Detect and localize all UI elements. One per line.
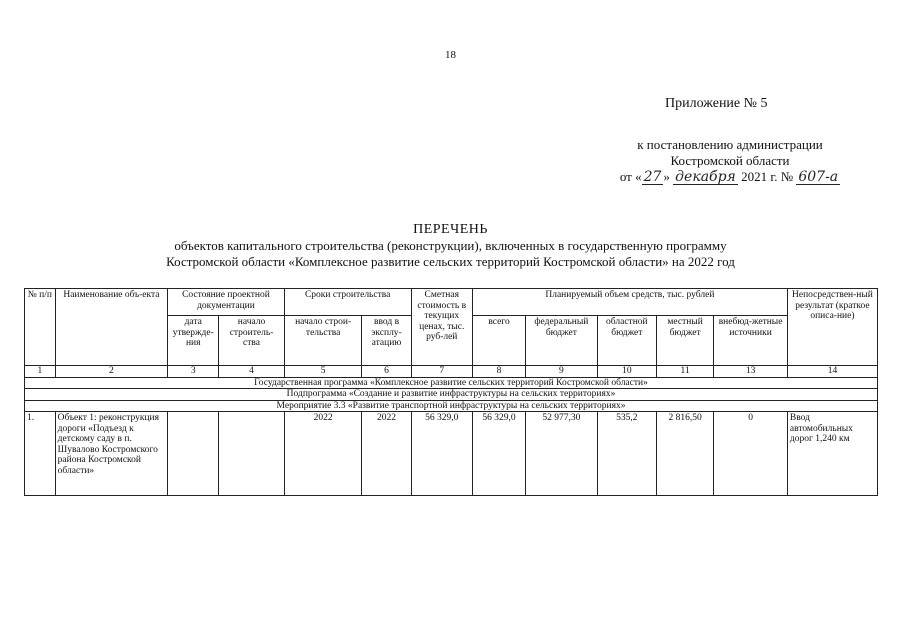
row-approval-date <box>168 412 219 496</box>
decree-day: 27 <box>643 169 662 185</box>
row-start-year: 2022 <box>284 412 362 496</box>
decree-number: 607-а <box>798 169 839 185</box>
header-federal: федеральный бюджет <box>526 316 598 366</box>
program-title: Государственная программа «Комплексное развитие сельских территорий Костромской области» <box>25 377 878 389</box>
header-design-docs: Состояние проектной документации <box>168 289 285 316</box>
header-extrabudget: внебюд-жетные источники <box>714 316 788 366</box>
index-cell: 10 <box>597 366 656 378</box>
subprogram-title: Подпрограмма «Создание и развитие инфраструктуры на сельских территориях» <box>25 389 878 401</box>
objects-table <box>24 288 878 496</box>
row-total: 56 329,0 <box>472 412 525 496</box>
measure-row <box>25 400 878 412</box>
decree-from-label: от « <box>619 169 642 184</box>
header-start: начало строи-тельства <box>284 316 362 366</box>
list-title-line-2: объектов капитального строительства (реконструкции), включенных в государственную программу <box>174 238 727 253</box>
decree-month: декабря <box>675 169 736 185</box>
index-cell: 14 <box>787 366 877 378</box>
index-cell: 2 <box>55 366 168 378</box>
index-cell: 13 <box>714 366 788 378</box>
index-cell: 5 <box>284 366 362 378</box>
decree-line-1: к постановлению администрации <box>637 137 823 152</box>
header-num: № п/п <box>25 289 56 366</box>
list-title <box>0 222 901 270</box>
header-name: Наименование объ-екта <box>55 289 168 366</box>
row-construction-start <box>219 412 284 496</box>
row-estimated-cost: 56 329,0 <box>411 412 472 496</box>
decree-date-line <box>595 169 865 185</box>
index-cell: 3 <box>168 366 219 378</box>
decree-block <box>595 137 865 185</box>
row-result: Ввод автомобильных дорог 1,240 км <box>787 412 877 496</box>
row-local: 2 816,50 <box>656 412 713 496</box>
table-row <box>25 412 878 496</box>
index-cell: 11 <box>656 366 713 378</box>
program-row <box>25 377 878 389</box>
header-approval-date: дата утвержде-ния <box>168 316 219 366</box>
header-construction-start: начало строитель-ства <box>219 316 284 366</box>
decree-line-2: Костромской области <box>670 153 790 168</box>
list-title-heading: ПЕРЕЧЕНЬ <box>413 222 488 237</box>
header-commissioning: ввод в эксплу-атацию <box>362 316 411 366</box>
measure-title: Мероприятие 3.3 «Развитие транспортной инфраструктуры на сельских территориях» <box>25 400 878 412</box>
row-extrabudget: 0 <box>714 412 788 496</box>
index-cell: 6 <box>362 366 411 378</box>
appendix-title: Приложение № 5 <box>665 96 768 111</box>
header-row-1 <box>25 289 878 316</box>
header-estimated-cost: Сметная стоимость в текущих ценах, тыс. руб-лей <box>411 289 472 366</box>
list-title-line-3: Костромской области «Комплексное развитие сельских территорий Костромской области» на 2022 год <box>166 254 735 269</box>
index-cell: 4 <box>219 366 284 378</box>
header-total: всего <box>472 316 525 366</box>
header-planned-funds: Планируемый объем средств, тыс. рублей <box>472 289 787 316</box>
index-row <box>25 366 878 378</box>
header-terms: Сроки строительства <box>284 289 411 316</box>
row-object-name: Объект 1: реконструкция дороги «Подъезд к детскому саду в п. Шувалово Костромского района Костромской области» <box>55 412 168 496</box>
decree-quote-close: » <box>663 169 670 184</box>
row-federal: 52 977,30 <box>526 412 598 496</box>
decree-year: 2021 г. № <box>741 169 794 184</box>
header-result: Непосредствен-ный результат (краткое описа-ние) <box>787 289 877 366</box>
index-cell: 7 <box>411 366 472 378</box>
row-regional: 535,2 <box>597 412 656 496</box>
index-cell: 9 <box>526 366 598 378</box>
header-local: местный бюджет <box>656 316 713 366</box>
subprogram-row <box>25 389 878 401</box>
page-number: 18 <box>445 49 456 61</box>
index-cell: 8 <box>472 366 525 378</box>
header-regional: областной бюджет <box>597 316 656 366</box>
index-cell: 1 <box>25 366 56 378</box>
row-commissioning-year: 2022 <box>362 412 411 496</box>
row-num: 1. <box>25 412 56 496</box>
